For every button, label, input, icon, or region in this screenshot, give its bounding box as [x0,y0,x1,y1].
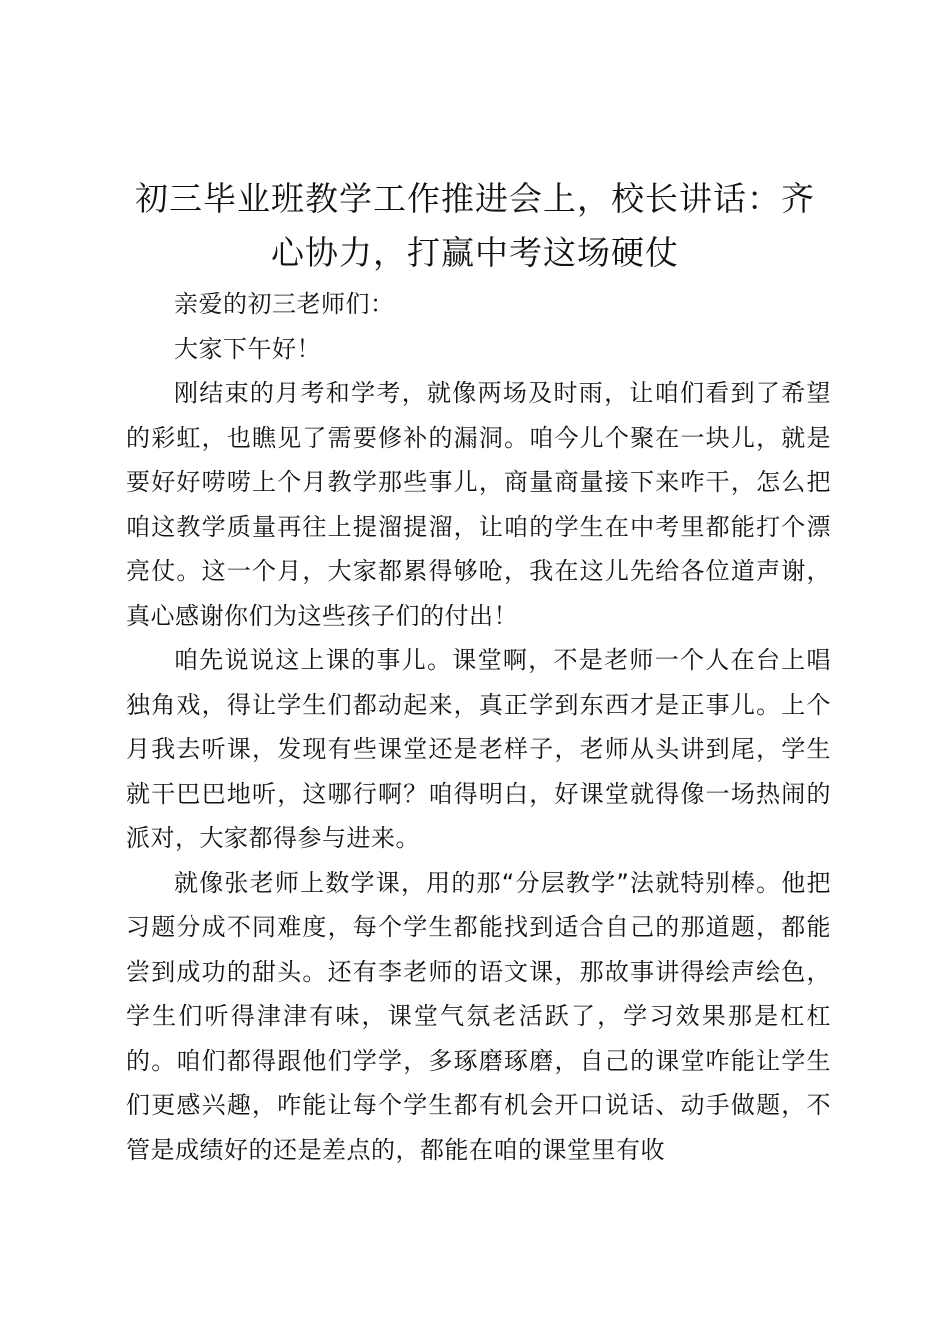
paragraph: 咱先说说这上课的事儿。课堂啊，不是老师一个人在台上唱独角戏，得让学生们都动起来，真正学到东西才是正事儿。上个月我去听课，发现有些课堂还是老样子，老师从头讲到尾，学生就干巴巴地听，这哪行啊？咱得明白，好课堂就得像一场热闹的派对，大家都得参与进来。 [126,646,831,852]
greeting: 大家下午好！ [174,334,321,363]
paragraph: 刚结束的月考和学考，就像两场及时雨，让咱们看到了希望的彩虹，也瞧见了需要修补的漏洞。咱今儿个聚在一块儿，就是要好好唠唠上个月教学那些事儿，商量商量接下来咋干，怎么把咱这教学质量再往上提溜提溜，让咱的学生在中考里都能打个漂亮仗。这一个月，大家都累得够呛，我在这儿先给各位道声谢，真心感谢你们为这些孩子们的付出！ [126,379,831,630]
salutation: 亲爱的初三老师们： [174,290,395,318]
document-title: 初三毕业班教学工作推进会上，校长讲话：齐心协力，打赢中考这场硬仗 [135,179,815,272]
document-body [126,282,831,1172]
paragraph: 就像张老师上数学课，用的那“分层教学”法就特别棒。他把习题分成不同难度，每个学生都能找到适合自己的那道题，都能尝到成功的甜头。还有李老师的语文课，那故事讲得绘声绘色，学生们听得津津有味，课堂气氛老活跃了，学习效果那是杠杠的。咱们都得跟他们学学，多琢磨琢磨，自己的课堂咋能让学生们更感兴趣，咋能让每个学生都有机会开口说话、动手做题，不管是成绩好的还是差点的，都能在咱的课堂里有收 [126,868,831,1164]
